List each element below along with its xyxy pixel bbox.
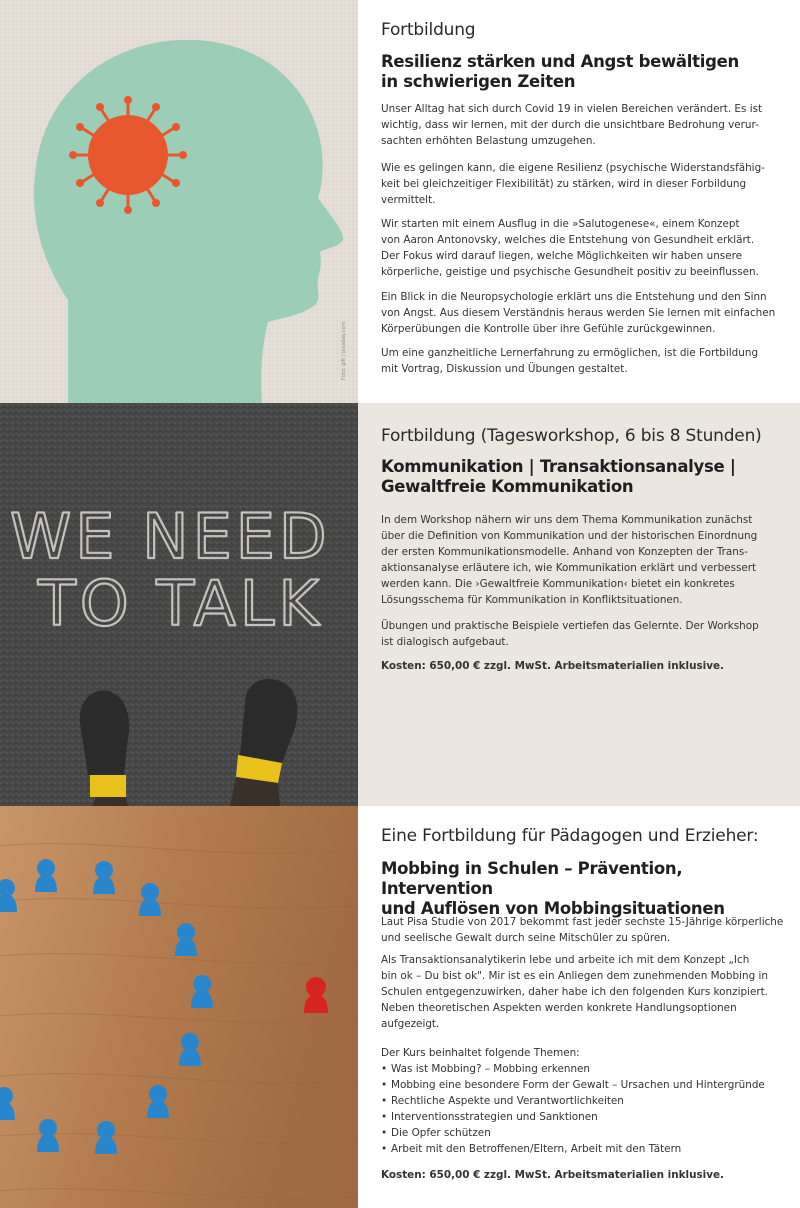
section1-eyebrow: Fortbildung: [381, 20, 476, 40]
section1-paragraph: Ein Blick in die Neuropsychologie erklärt uns die Entstehung und den Sinn von Angst. Aus diesem Verständnis heraus werden Sie lernen mit einfachen Körperübungen die Kontrolle über ihre Gefühle zurückgewinnen.: [381, 291, 776, 335]
list-item: • Rechtliche Aspekte und Verantwortlichkeiten: [381, 1094, 765, 1110]
chalk-text: [10, 500, 331, 640]
section1-paragraph: Um eine ganzheitliche Lernerfahrung zu ermöglichen, ist die Fortbildung mit Vortrag, Diskussion und Übungen gestaltet.: [381, 347, 759, 375]
section2-paragraph: Übungen und praktische Beispiele vertiefen das Gelernte. Der Workshop ist dialogisch aufgebaut.: [381, 620, 759, 648]
asphalt-photo: [0, 403, 358, 806]
section1-paragraph: Unser Alltag hat sich durch Covid 19 in vielen Bereichen verändert. Es ist wichtig, dass wir lernen, mit der durch die unsichtbare Bedrohung verur- sachten erhöhten Belastung umzugehen.: [381, 103, 763, 147]
section2-eyebrow: Fortbildung (Tagesworkshop, 6 bis 8 Stunden): [381, 426, 762, 446]
topics-intro: Der Kurs beinhaltet folgende Themen:: [381, 1047, 580, 1059]
list-item: • Was ist Mobbing? – Mobbing erkennen: [381, 1062, 765, 1078]
list-item: • Arbeit mit den Betroffenen/Eltern, Arbeit mit den Tätern: [381, 1142, 765, 1158]
section-kommunikation: [0, 403, 800, 806]
section2-paragraph: In dem Workshop nähern wir uns dem Thema Kommunikation zunächst über die Definition von Kommunikation und der historischen Einordnung der ersten Kommunikationsmodelle. Anhand von Konzepten der Trans- aktionsanalyse erläutere ich, wie Kommunikation erklärt und verbessert werden kann. Die ›Gewaltfreie Kommunikation‹ bietet ein konkretes Lösungsschema für Kommunikation in Konfliktsituationen.: [381, 514, 758, 606]
section2-cost: Kosten: 650,00 € zzgl. MwSt. Arbeitsmaterialien inklusive.: [381, 660, 724, 672]
svg-text:WE NEED: WE NEED: [10, 500, 331, 573]
section1-paragraph: Wie es gelingen kann, die eigene Resilienz (psychische Widerstandsfähig- keit bei gleichzeitiger Flexibilität) zu stärken, wird in dieser Forbildung vermittelt.: [381, 162, 765, 206]
head-virus-illustration: [0, 0, 358, 403]
section1-headline: Resilienz stärken und Angst bewältigen in schwierigen Zeiten: [381, 52, 739, 91]
list-item: • Interventionsstrategien und Sanktionen: [381, 1110, 765, 1126]
section3-cost: Kosten: 650,00 € zzgl. MwSt. Arbeitsmaterialien inklusive.: [381, 1169, 724, 1181]
section-resilienz: [0, 0, 800, 403]
svg-text:TO TALK: TO TALK: [38, 567, 324, 640]
section-mobbing: [0, 806, 800, 1208]
list-item: • Mobbing eine besondere Form der Gewalt – Ursachen und Hintergründe: [381, 1078, 765, 1094]
list-item: • Die Opfer schützen: [381, 1126, 765, 1142]
section2-headline: Kommunikation | Transaktionsanalyse | Gewaltfreie Kommunikation: [381, 457, 736, 496]
section3-eyebrow: Eine Fortbildung für Pädagogen und Erzieher:: [381, 826, 759, 846]
section3-headline: Mobbing in Schulen – Prävention, Intervention und Auflösen von Mobbingsituationen: [381, 859, 725, 918]
section1-paragraph: Wir starten mit einem Ausflug in die »Salutogenese«, einem Konzept von Aaron Antonovsky, welches die Entstehung von Gesundheit erklärt. Der Fokus wird darauf liegen, welche Möglichkeiten wir haben unsere körperliche, geistige und psychische Gesundheit positiv zu beeinflussen.: [381, 218, 759, 278]
section3-paragraph: Laut Pisa Studie von 2017 bekommt fast jeder sechste 15-Jährige körperliche und seelische Gewalt durch seine Mitschüler zu spüren.: [381, 916, 784, 944]
pawns-photo: [0, 806, 358, 1208]
image-credit: Foto: gift / pixabay.com: [341, 321, 347, 380]
topics-list: [381, 1062, 765, 1157]
section3-paragraph: Als Transaktionsanalytikerin lebe und arbeite ich mit dem Konzept „Ich bin ok – Du bist ok". Mir ist es ein Anliegen dem zunehmenden Mobbing in Schulen entgegenzuwirken, daher habe ich den folgenden Kurs konzipiert. Neben theoretischen Aspekten werden konkrete Handlungsoptionen aufgezeigt.: [381, 954, 768, 1030]
